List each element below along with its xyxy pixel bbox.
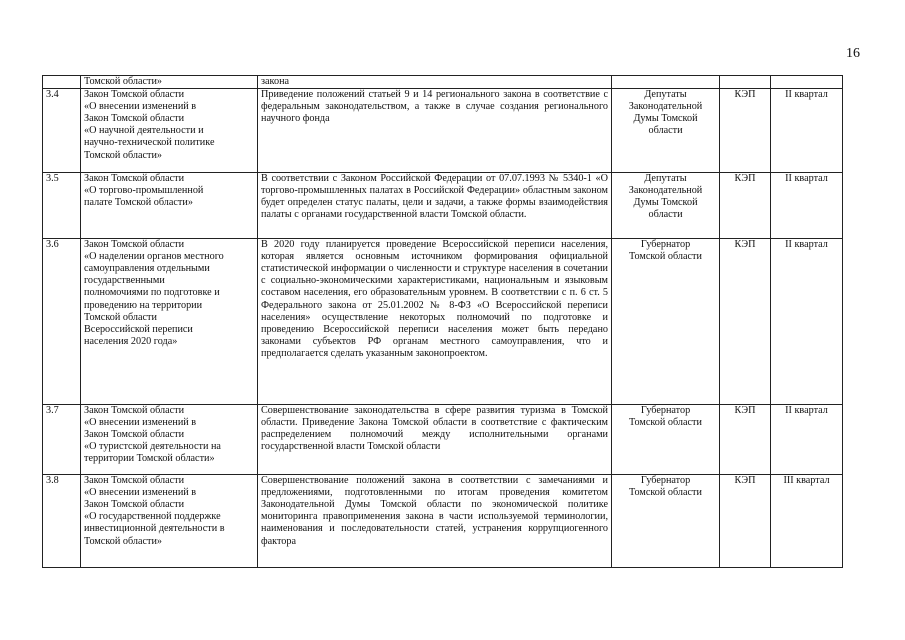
description-cell: В 2020 году планируется проведение Всероссийской переписи населения, которая является основным источником формирования официальной статистической информации о численности и структуре населения в сочетании с социально-экономическими характеристиками, национальным и языковым составом населения, его образовательным уровнем. В соответствии с п. 6 ст. 5 Федерального закона от 25.01.2002 № 8-ФЗ «О Всероссийской переписи населения» осуществление некоторых полномочий по подготовке и проведению Всероссийской переписи населения может быть передано законами субъектов РФ органам местного самоуправления, что и предполагается сделать указанным законопроектом. bbox=[258, 239, 612, 405]
table-row bbox=[43, 239, 843, 405]
law-title-cell: Закон Томской области «О внесении изменений в Закон Томской области «О туристской деятельности на территории Томской области» bbox=[81, 405, 258, 475]
responsible-cell: Губернатор Томской области bbox=[612, 475, 720, 568]
form-cell: КЭП bbox=[720, 405, 771, 475]
row-number-cell: 3.4 bbox=[43, 89, 81, 173]
law-title-cell: Томской области» bbox=[81, 76, 258, 89]
law-title-cell: Закон Томской области «О наделении органов местного самоуправления отдельными государственными полномочиями по подготовке и проведению на территории Томской области Всероссийской переписи населения 2020 года» bbox=[81, 239, 258, 405]
form-cell: КЭП bbox=[720, 239, 771, 405]
description-cell: В соответствии с Законом Российской Федерации от 07.07.1993 № 5340-1 «О торгово-промышленных палатах в Российской Федерации» областным законом будет определен статус палаты, цели и задачи, а также формы взаимодействия палаты с органами государственной власти Томской области. bbox=[258, 173, 612, 239]
row-number-cell bbox=[43, 76, 81, 89]
law-title-cell: Закон Томской области «О торгово-промышленной палате Томской области» bbox=[81, 173, 258, 239]
term-cell: III квартал bbox=[771, 475, 843, 568]
responsible-cell bbox=[612, 76, 720, 89]
term-cell: II квартал bbox=[771, 173, 843, 239]
row-number-cell: 3.5 bbox=[43, 173, 81, 239]
page-number: 16 bbox=[846, 46, 860, 61]
description-cell: Совершенствование положений закона в соответствии с замечаниями и предложениями, подготовленными по итогам проведения комитетом Законодательной Думы Томской области по экономической политике мониторинга правоприменения закона в части используемой терминологии, наименования и последовательности статей, устранения коррупциогенного фактора bbox=[258, 475, 612, 568]
form-cell: КЭП bbox=[720, 475, 771, 568]
row-number-cell: 3.8 bbox=[43, 475, 81, 568]
row-number-cell: 3.7 bbox=[43, 405, 81, 475]
table-row bbox=[43, 173, 843, 239]
term-cell: II квартал bbox=[771, 405, 843, 475]
term-cell: II квартал bbox=[771, 239, 843, 405]
legislative-plan-table bbox=[42, 75, 843, 568]
responsible-cell: Депутаты Законодательной Думы Томской области bbox=[612, 89, 720, 173]
row-number-cell: 3.6 bbox=[43, 239, 81, 405]
term-cell bbox=[771, 76, 843, 89]
form-cell: КЭП bbox=[720, 89, 771, 173]
responsible-cell: Депутаты Законодательной Думы Томской области bbox=[612, 173, 720, 239]
term-cell: II квартал bbox=[771, 89, 843, 173]
law-title-cell: Закон Томской области «О внесении изменений в Закон Томской области «О государственной поддержке инвестиционной деятельности в Томской области» bbox=[81, 475, 258, 568]
responsible-cell: Губернатор Томской области bbox=[612, 405, 720, 475]
description-cell: закона bbox=[258, 76, 612, 89]
law-title-cell: Закон Томской области «О внесении изменений в Закон Томской области «О научной деятельности и научно-технической политике Томской области» bbox=[81, 89, 258, 173]
description-cell: Совершенствование законодательства в сфере развития туризма в Томской области. Приведение Закона Томской области в соответствие с фактическим распределением полномочий между исполнительными органами государственной власти Томской области bbox=[258, 405, 612, 475]
table-row bbox=[43, 405, 843, 475]
description-cell: Приведение положений статьей 9 и 14 регионального закона в соответствие с федеральным законодательством, а также в случае создания регионального научного фонда bbox=[258, 89, 612, 173]
table-row bbox=[43, 76, 843, 89]
form-cell bbox=[720, 76, 771, 89]
table-row bbox=[43, 475, 843, 568]
table-row bbox=[43, 89, 843, 173]
responsible-cell: Губернатор Томской области bbox=[612, 239, 720, 405]
form-cell: КЭП bbox=[720, 173, 771, 239]
